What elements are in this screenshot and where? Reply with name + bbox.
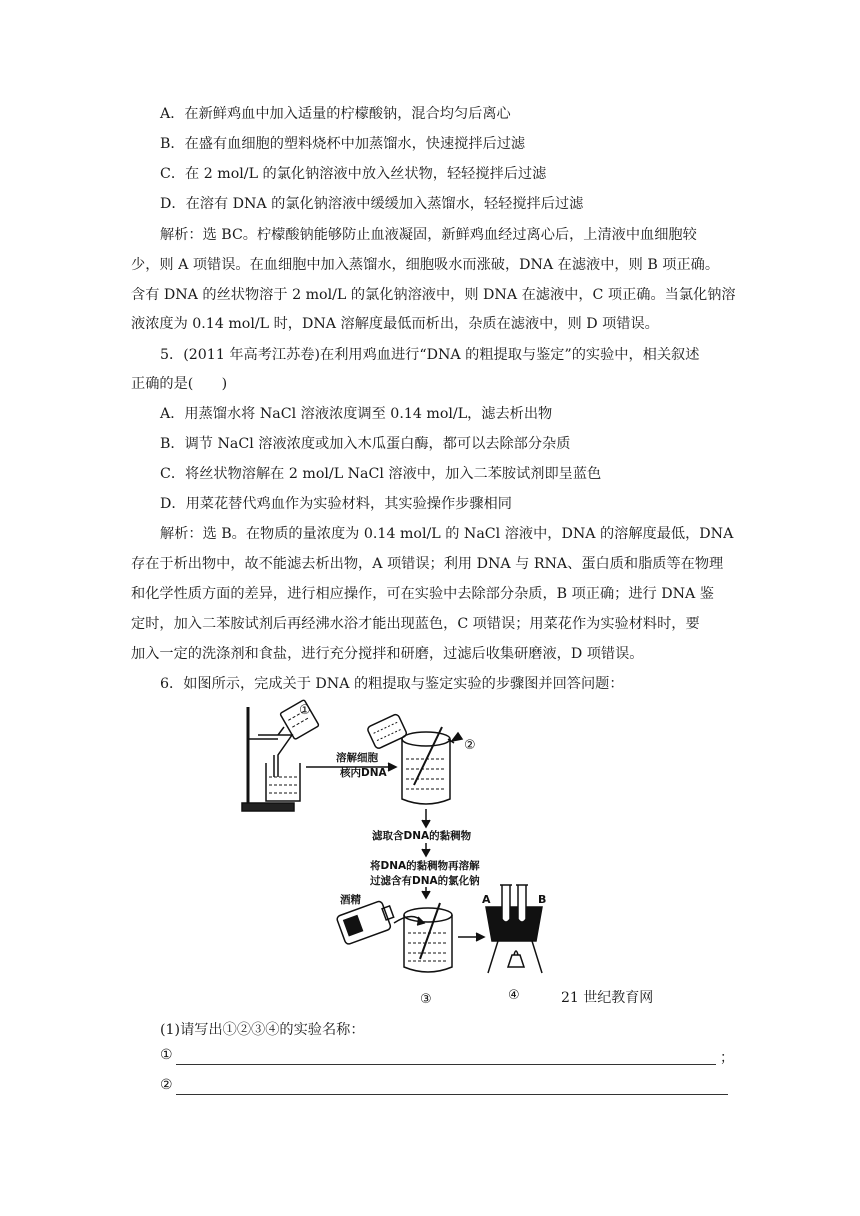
blank-1-label: ① bbox=[160, 1047, 173, 1063]
q5-analysis-line: 存在于析出物中，故不能滤去析出物，A 项错误；利用 DNA 与 RNA、蛋白质和脂质等在物理 bbox=[131, 556, 724, 572]
answer-blank-2[interactable] bbox=[176, 1094, 728, 1095]
q5-stem: 正确的是( ) bbox=[131, 376, 228, 392]
q4-option-c: C．在 2 mol/L 的氯化钠溶液中放入丝状物，轻轻搅拌后过滤 bbox=[160, 166, 547, 182]
q4-option-b: B．在盛有血细胞的塑料烧杯中加蒸馏水，快速搅拌后过滤 bbox=[160, 136, 526, 152]
figure-tube-b: B bbox=[538, 893, 547, 906]
subquestion-1: (1)请写出①②③④的实验名称： bbox=[160, 1022, 365, 1038]
figure-step-c-line1: 将DNA的黏稠物再溶解 bbox=[370, 860, 480, 872]
figure-step-c-line2: 过滤含有DNA的氯化钠 bbox=[370, 875, 480, 887]
figure-label-3: ③ bbox=[420, 992, 432, 1007]
figure-tube-a: A bbox=[482, 893, 491, 906]
blank-2-label: ② bbox=[160, 1077, 173, 1093]
figure-label-2: ② bbox=[464, 738, 476, 753]
figure-step-a-line1: 溶解细胞 bbox=[336, 752, 378, 764]
q4-analysis-line: 少，则 A 项错误。在血细胞中加入蒸馏水，细胞吸水而涨破，DNA 在滤液中，则 B 项正确。 bbox=[131, 257, 720, 273]
figure-alcohol-label: 酒精 bbox=[340, 894, 361, 906]
q4-option-d: D．在溶有 DNA 的氯化钠溶液中缓缓加入蒸馏水，轻轻搅拌后过滤 bbox=[160, 196, 584, 212]
q5-option-b: B．调节 NaCl 溶液浓度或加入木瓜蛋白酶，都可以去除部分杂质 bbox=[160, 436, 571, 452]
q4-analysis-line: 解析：选 BC。柠檬酸钠能够防止血液凝固，新鲜鸡血经过离心后，上清液中血细胞较 bbox=[160, 227, 697, 243]
answer-blank-1[interactable] bbox=[176, 1064, 716, 1065]
q5-analysis-line: 加入一定的洗涤剂和食盐，进行充分搅拌和研磨，过滤后收集研磨液，D 项错误。 bbox=[131, 646, 644, 662]
figure-label-1: ① bbox=[299, 703, 311, 718]
figure-step-a-line2: 核内DNA bbox=[340, 767, 387, 779]
blank-1-end: ； bbox=[720, 1050, 734, 1066]
q5-option-c: C．将丝状物溶解在 2 mol/L NaCl 溶液中，加入二苯胺试剂即呈蓝色 bbox=[160, 466, 602, 482]
q5-analysis-line: 定时，加入二苯胺试剂后再经沸水浴才能出现蓝色，C 项错误；用菜花作为实验材料时，要 bbox=[131, 616, 700, 632]
q5-stem: 5．(2011 年高考江苏卷)在利用鸡血进行“DNA 的粗提取与鉴定”的实验中，相关叙述 bbox=[160, 347, 700, 363]
q4-analysis-line: 含有 DNA 的丝状物溶于 2 mol/L 的氯化钠溶液中，则 DNA 在滤液中，C 项正确。当氯化钠溶 bbox=[131, 287, 736, 303]
q5-analysis-line: 和化学性质方面的差异，进行相应操作，可在实验中去除部分杂质，B 项正确；进行 DNA 鉴 bbox=[131, 586, 714, 602]
figure-step-b: 滤取含DNA的黏稠物 bbox=[372, 830, 472, 842]
experiment-figure bbox=[236, 697, 666, 1013]
q5-analysis-line: 解析：选 B。在物质的量浓度为 0.14 mol/L 的 NaCl 溶液中，DNA 的溶解度最低，DNA bbox=[160, 526, 734, 542]
q4-analysis-line: 液浓度为 0.14 mol/L 时，DNA 溶解度最低而析出，杂质在滤液中，则 D 项错误。 bbox=[131, 316, 659, 332]
q5-option-d: D．用菜花替代鸡血作为实验材料，其实验操作步骤相同 bbox=[160, 496, 512, 512]
figure-label-4: ④ bbox=[508, 988, 520, 1003]
q5-option-a: A．用蒸馏水将 NaCl 溶液浓度调至 0.14 mol/L，滤去析出物 bbox=[160, 406, 553, 422]
q6-stem: 6．如图所示，完成关于 DNA 的粗提取与鉴定实验的步骤图并回答问题： bbox=[160, 676, 624, 692]
q4-option-a: A．在新鲜鸡血中加入适量的柠檬酸钠，混合均匀后离心 bbox=[160, 106, 511, 122]
figure-caption: 21 世纪教育网 bbox=[561, 990, 654, 1006]
